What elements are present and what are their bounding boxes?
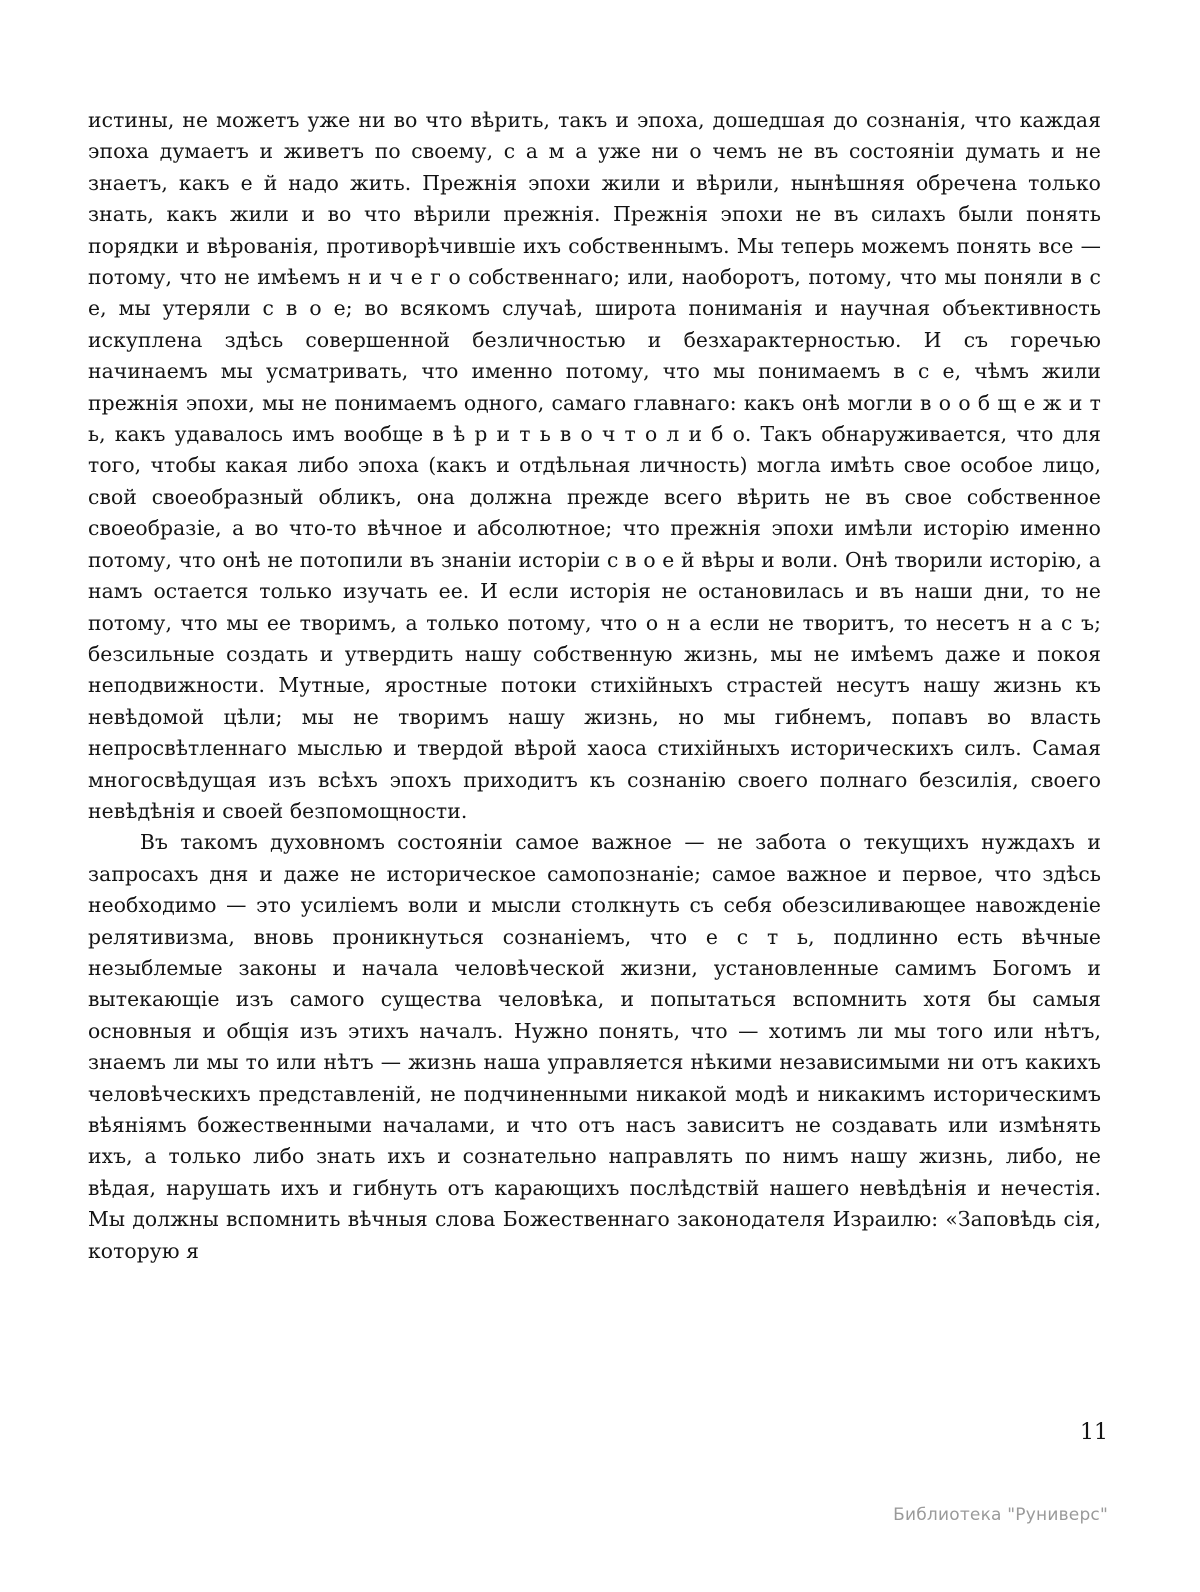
paragraph-2: Въ такомъ духовномъ состояніи самое важное — не забота о текущихъ нуждахъ и запросахъ дня и даже не историческое самопознаніе; самое важное и первое, что здѣсь необходимо — это усиліемъ воли и мысли столкнуть съ себя обезсиливающее навожденіе релятивизма, вновь проникнуться сознаніемъ, что е с т ь, подлинно есть вѣчные незыблемые законы и начала человѣческой жизни, установленные самимъ Богомъ и вытекающіе изъ самого существа человѣка, и попытаться вспомнить хотя бы самыя основныя и общія изъ этихъ началъ. Нужно понять, что — хотимъ ли мы того или нѣтъ, знаемъ ли мы то или нѣтъ — жизнь наша управляется нѣкими независимыми ни отъ какихъ человѣческихъ представленій, не подчиненными никакой модѣ и никакимъ историческимъ вѣяніямъ божественными началами, и что отъ насъ зависитъ не создавать или измѣнять ихъ, а только либо знать ихъ и сознательно направлять по нимъ нашу жизнь, либо, не вѣдая, нарушать ихъ и гибнуть отъ карающихъ послѣдствій нашего невѣдѣнія и нечестія. Мы должны вспомнить вѣчныя слова Божественнаго законодателя Израилю: «Заповѣдь сія, которую я [88, 830, 1101, 1263]
library-watermark: Библиотека "Руниверс" [893, 1505, 1108, 1525]
paragraph-1: истины, не можетъ уже ни во что вѣрить, такъ и эпоха, дошедшая до сознанія, что каждая эпоха думаетъ и живетъ по своему, с а м а уже ни о чемъ не въ состояніи думать и не знаетъ, какъ е й надо жить. Прежнія эпохи жили и вѣрили, нынѣшняя обречена только знать, какъ жили и во что вѣрили прежнія. Прежнія эпохи не въ силахъ были понять порядки и вѣрованія, противорѣчившіе ихъ собственнымъ. Мы теперь можемъ понять все — потому, что не имѣемъ н и ч е г о собственнаго; или, наоборотъ, потому, что мы поняли в с е, мы утеряли с в о е; во всякомъ случаѣ, широта пониманія и научная объективность искуплена здѣсь совершенной безличностью и безхарактерностью. И съ горечью начинаемъ мы усматривать, что именно потому, что мы понимаемъ в с е, чѣмъ жили прежнія эпохи, мы не понимаемъ одного, самаго главнаго: какъ онѣ могли в о о б щ е ж и т ь, какъ удавалось имъ вообще в ѣ р и т ь в о ч т о л и б о. Такъ обнаруживается, что для того, чтобы какая либо эпоха (какъ и отдѣльная личность) могла имѣть свое особое лицо, свой своеобразный обликъ, она должна прежде всего вѣрить не въ свое собственное своеобразіе, а во что-то вѣчное и абсолютное; что прежнія эпохи имѣли исторію именно потому, что онѣ не потопили въ знаніи исторіи с в о е й вѣры и воли. Онѣ творили исторію, а намъ остается только изучать ее. И если исторія не остановилась и въ наши дни, то не потому, что мы ее творимъ, а только потому, что о н а если не творитъ, то несетъ н а с ъ; безсильные создать и утвердить нашу собственную жизнь, мы не имѣемъ даже и покоя неподвижности. Мутные, яростные потоки стихійныхъ страстей несутъ нашу жизнь къ невѣдомой цѣли; мы не творимъ нашу жизнь, но мы гибнемъ, попавъ во власть непросвѣтленнаго мыслью и твердой вѣрой хаоса стихійныхъ историческихъ силъ. Самая многосвѣдущая изъ всѣхъ эпохъ приходитъ къ сознанію своего полнаго безсилія, своего невѣдѣнія и своей безпомощности. [88, 108, 1101, 823]
body-text-column [88, 105, 1101, 1267]
page-number: 11 [1080, 1420, 1108, 1445]
